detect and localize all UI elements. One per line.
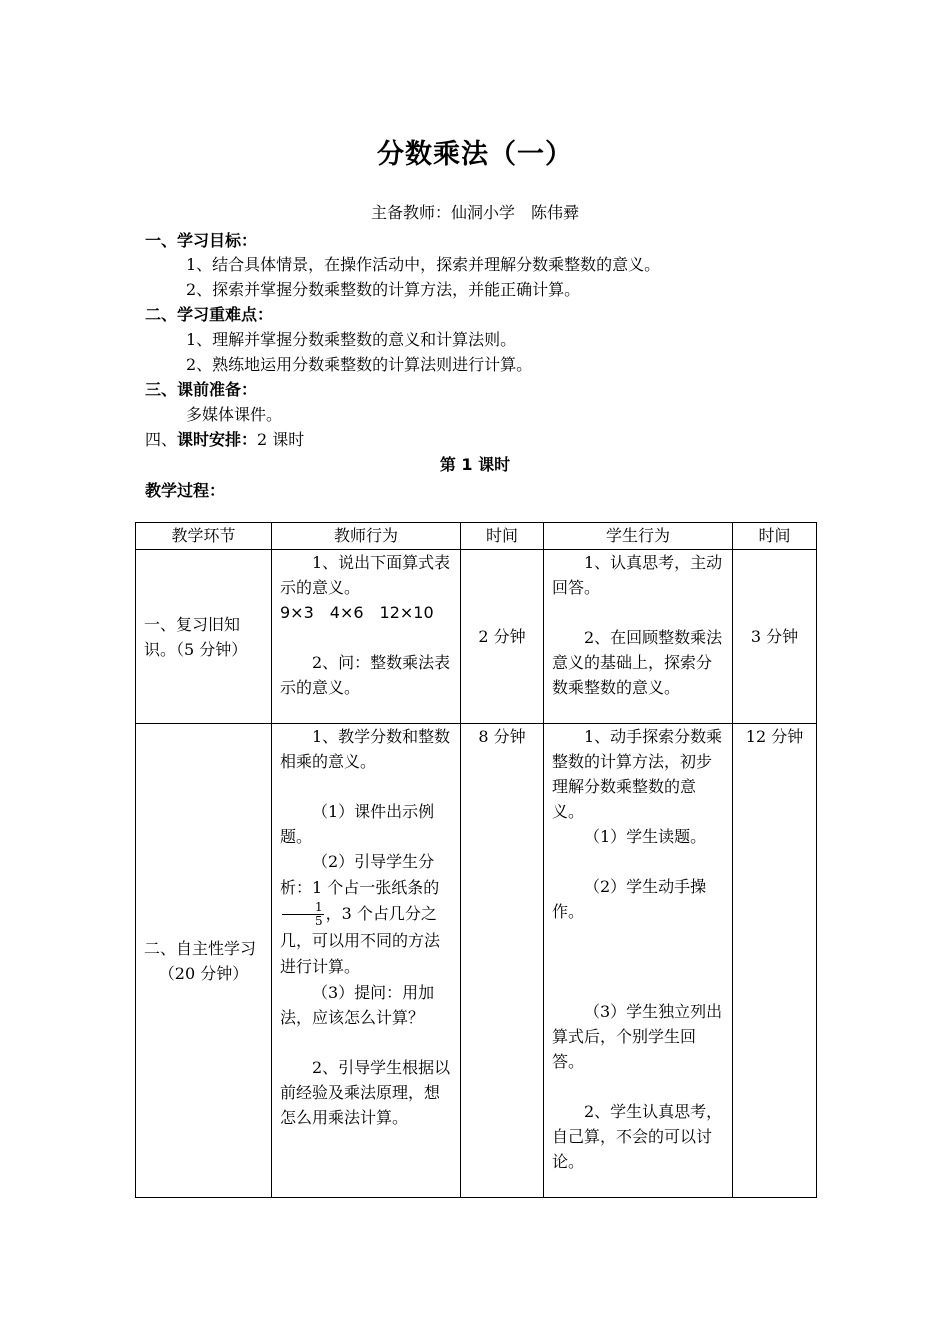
teacher-step: 1、教学分数和整数相乘的意义。 <box>280 727 451 771</box>
time-cell: 8 分钟 <box>461 724 544 1198</box>
teacher-step-text: （2）引导学生分析：1 个占一张纸条的 <box>280 852 440 897</box>
section-4-heading: 课时安排： <box>177 430 258 449</box>
lesson-label: 第 1 课时 <box>439 455 511 474</box>
header-stage: 教学环节 <box>136 523 272 550</box>
stage-label: 一、复习旧知识。（5 分钟） <box>144 614 248 659</box>
section-1-heading: 一、学习目标： <box>145 231 258 250</box>
section-1-item-1: 1、结合具体情景，在操作活动中，探索并理解分数乘整数的意义。 <box>186 255 661 274</box>
student-step: 1、动手探索分数乘整数的计算方法，初步理解分数乘整数的意义。 <box>552 727 723 821</box>
header-time-1: 时间 <box>461 523 544 550</box>
section-3-heading: 三、课前准备： <box>145 380 258 399</box>
section-2-heading: 二、学习重难点： <box>145 305 274 324</box>
teacher-cell <box>272 550 461 724</box>
teacher-step-text: ，3 个占几分之几，可以用不同的方法进行计算。 <box>280 904 441 976</box>
teacher-step: （1）课件出示例题。 <box>280 802 435 846</box>
table-row <box>136 724 817 1198</box>
fraction-numerator: 1 <box>282 901 324 915</box>
teacher-step: 2、引导学生根据以前经验及乘法原理，想怎么用乘法计算。 <box>280 1058 451 1127</box>
teacher-step: 2、问：整数乘法表示的意义。 <box>280 653 451 697</box>
stage-cell <box>136 724 272 1198</box>
table-header-row <box>136 523 817 550</box>
page-title: 分数乘法（一） <box>377 139 573 170</box>
header-time-2: 时间 <box>733 523 817 550</box>
section-1-item-2: 2、探索并掌握分数乘整数的计算方法，并能正确计算。 <box>186 280 581 299</box>
student-cell <box>544 724 733 1198</box>
header-student: 学生行为 <box>544 523 733 550</box>
student-step: （2）学生动手操作。 <box>552 877 707 921</box>
teacher-step: 1、说出下面算式表示的意义。 <box>280 553 451 597</box>
time-cell: 2 分钟 <box>461 550 544 724</box>
stage-label: 二、自主性学习 <box>144 938 257 958</box>
time-cell: 3 分钟 <box>733 550 817 724</box>
fraction-denominator: 5 <box>315 914 323 928</box>
student-step: 2、学生认真思考，自己算，不会的可以讨论。 <box>552 1102 723 1171</box>
student-cell <box>544 550 733 724</box>
section-4-value: 2 课时 <box>257 430 305 449</box>
lesson-plan-table <box>135 522 817 1198</box>
student-step: （3）学生独立列出算式后，个别学生回答。 <box>552 1002 723 1071</box>
stage-cell <box>136 550 272 724</box>
section-3-item-1: 多媒体课件。 <box>186 405 283 424</box>
expressions: 9×3 4×6 12×10 <box>280 603 434 622</box>
student-step: 1、认真思考，主动回答。 <box>552 553 723 597</box>
section-4-line <box>145 427 304 450</box>
student-step: （1）学生读题。 <box>584 827 707 846</box>
header-teacher: 教师行为 <box>272 523 461 550</box>
fraction <box>282 901 324 928</box>
teacher-cell <box>272 724 461 1198</box>
student-step: 2、在回顾整数乘法意义的基础上，探索分数乘整数的意义。 <box>552 628 723 697</box>
author-line: 主备教师：仙洞小学 陈伟彛 <box>370 203 579 222</box>
section-2-item-1: 1、理解并掌握分数乘整数的意义和计算法则。 <box>186 330 517 349</box>
table-row <box>136 550 817 724</box>
stage-duration: （20 分钟） <box>158 963 249 983</box>
teacher-step: （3）提问：用加法，应该怎么计算？ <box>280 983 435 1027</box>
teacher-step <box>280 849 452 980</box>
process-heading: 教学过程： <box>145 481 226 500</box>
section-2-item-2: 2、熟练地运用分数乘整数的计算法则进行计算。 <box>186 355 533 374</box>
time-cell: 12 分钟 <box>733 724 817 1198</box>
section-4-prefix: 四、 <box>145 430 178 449</box>
